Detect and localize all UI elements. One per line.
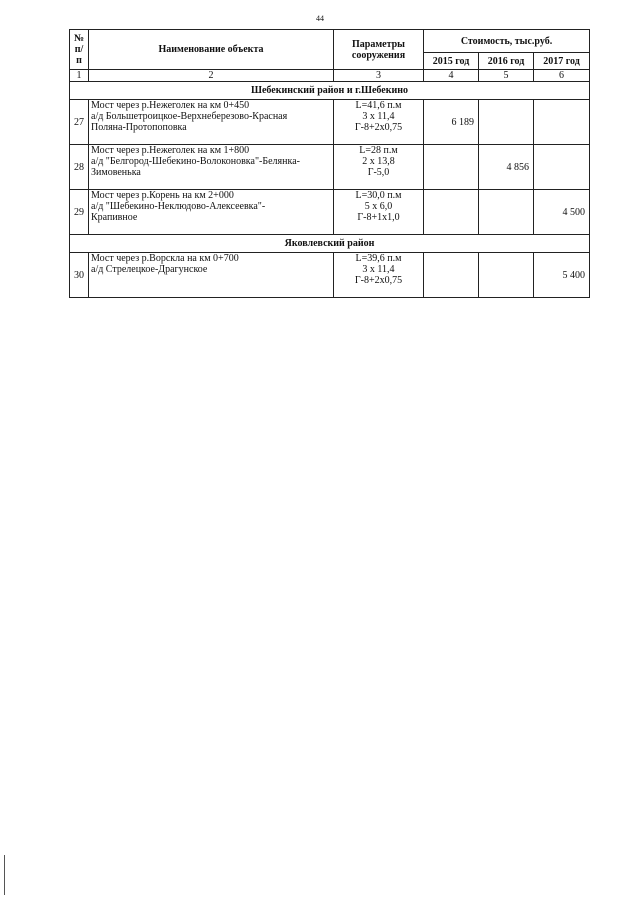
index-cell: 1 bbox=[70, 70, 89, 82]
header-name: Наименование объекта bbox=[89, 30, 334, 70]
cost-table bbox=[69, 29, 590, 298]
cost-2016: 4 856 bbox=[479, 145, 534, 190]
row-number: 30 bbox=[70, 253, 89, 298]
header-year-2017: 2017 год bbox=[534, 53, 590, 70]
cost-2017 bbox=[534, 145, 590, 190]
header-cost: Стоимость, тыс.руб. bbox=[424, 30, 590, 53]
cost-2017: 4 500 bbox=[534, 190, 590, 235]
structure-params: L=41,6 п.м 3 х 11,4 Г-8+2х0,75 bbox=[334, 100, 424, 145]
index-row bbox=[70, 70, 590, 82]
section-row bbox=[70, 235, 590, 253]
cost-2017: 5 400 bbox=[534, 253, 590, 298]
cost-2016 bbox=[479, 253, 534, 298]
table-row bbox=[70, 100, 590, 145]
cost-2015 bbox=[424, 145, 479, 190]
index-cell: 6 bbox=[534, 70, 590, 82]
header-year-2016: 2016 год bbox=[479, 53, 534, 70]
table-row bbox=[70, 190, 590, 235]
row-number: 29 bbox=[70, 190, 89, 235]
header-params: Параметры сооружения bbox=[334, 30, 424, 70]
margin-mark bbox=[4, 855, 5, 895]
table-row bbox=[70, 145, 590, 190]
object-name: Мост через р.Нежеголек на км 1+800 а/д "Белгород-Шебекино-Волоконовка"-Белянка- Зимовенька bbox=[89, 145, 334, 190]
index-cell: 5 bbox=[479, 70, 534, 82]
structure-params: L=28 п.м 2 х 13,8 Г-5,0 bbox=[334, 145, 424, 190]
structure-params: L=30,0 п.м 5 х 6,0 Г-8+1х1,0 bbox=[334, 190, 424, 235]
section-row bbox=[70, 82, 590, 100]
structure-params: L=39,6 п.м 3 х 11,4 Г-8+2х0,75 bbox=[334, 253, 424, 298]
index-cell: 3 bbox=[334, 70, 424, 82]
cost-2015 bbox=[424, 253, 479, 298]
index-cell: 2 bbox=[89, 70, 334, 82]
cost-2016 bbox=[479, 100, 534, 145]
cost-2015: 6 189 bbox=[424, 100, 479, 145]
table-row bbox=[70, 253, 590, 298]
page-number: 44 bbox=[316, 14, 324, 23]
header-num: № п/п bbox=[70, 30, 89, 70]
section-title: Шебекинский район и г.Шебекино bbox=[70, 82, 590, 100]
table-body bbox=[70, 82, 590, 298]
index-cell: 4 bbox=[424, 70, 479, 82]
cost-2016 bbox=[479, 190, 534, 235]
cost-2015 bbox=[424, 190, 479, 235]
cost-2017 bbox=[534, 100, 590, 145]
row-number: 27 bbox=[70, 100, 89, 145]
section-title: Яковлевский район bbox=[70, 235, 590, 253]
object-name: Мост через р.Нежеголек на км 0+450 а/д Большетроицкое-Верхнеберезово-Красная Поляна-Протопоповка bbox=[89, 100, 334, 145]
object-name: Мост через р.Корень на км 2+000 а/д "Шебекино-Неклюдово-Алексеевка"- Крапивное bbox=[89, 190, 334, 235]
row-number: 28 bbox=[70, 145, 89, 190]
header-year-2015: 2015 год bbox=[424, 53, 479, 70]
object-name: Мост через р.Ворскла на км 0+700 а/д Стрелецкое-Драгунское bbox=[89, 253, 334, 298]
